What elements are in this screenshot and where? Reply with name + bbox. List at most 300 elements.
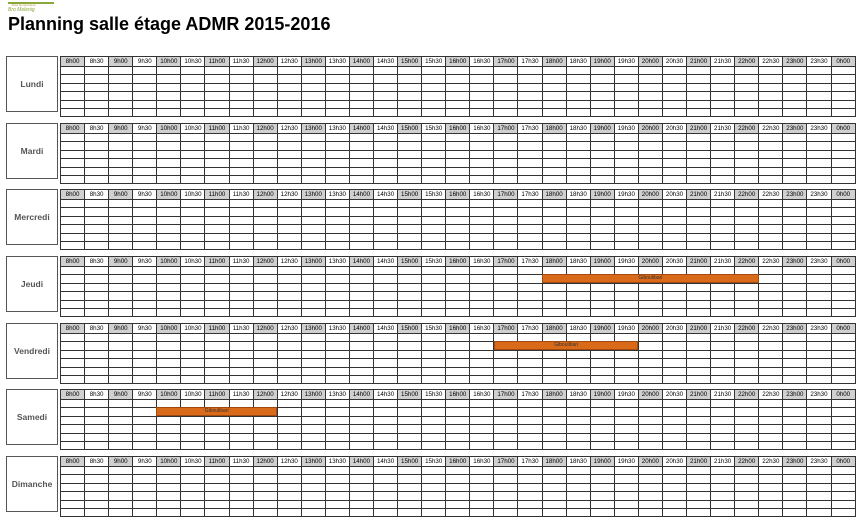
schedule-cell[interactable]: [783, 367, 807, 375]
schedule-cell[interactable]: [711, 441, 735, 449]
schedule-cell[interactable]: [711, 483, 735, 491]
schedule-cell[interactable]: [711, 416, 735, 424]
schedule-cell[interactable]: [735, 492, 759, 500]
schedule-cell[interactable]: [277, 225, 301, 233]
schedule-cell[interactable]: [446, 216, 470, 224]
schedule-cell[interactable]: [374, 142, 398, 150]
schedule-cell[interactable]: [614, 150, 638, 158]
schedule-cell[interactable]: [61, 159, 85, 167]
schedule-cell[interactable]: [711, 334, 735, 342]
schedule-cell[interactable]: [349, 134, 373, 142]
schedule-cell[interactable]: [446, 500, 470, 508]
schedule-cell[interactable]: [807, 367, 831, 375]
schedule-cell[interactable]: [446, 142, 470, 150]
schedule-cell[interactable]: [470, 416, 494, 424]
schedule-cell[interactable]: [831, 408, 856, 416]
schedule-cell[interactable]: [470, 342, 494, 350]
schedule-cell[interactable]: [614, 300, 638, 308]
schedule-cell[interactable]: [109, 175, 133, 183]
schedule-cell[interactable]: [133, 334, 157, 342]
schedule-cell[interactable]: [494, 483, 518, 491]
schedule-cell[interactable]: [133, 167, 157, 175]
schedule-cell[interactable]: [518, 200, 542, 208]
schedule-cell[interactable]: [277, 92, 301, 100]
schedule-cell[interactable]: [157, 433, 181, 441]
schedule-cell[interactable]: [759, 216, 783, 224]
schedule-cell[interactable]: [807, 159, 831, 167]
schedule-cell[interactable]: [542, 75, 566, 83]
schedule-cell[interactable]: [253, 416, 277, 424]
schedule-cell[interactable]: [325, 475, 349, 483]
schedule-cell[interactable]: [662, 467, 686, 475]
schedule-cell[interactable]: [181, 134, 205, 142]
schedule-cell[interactable]: [229, 359, 253, 367]
schedule-cell[interactable]: [542, 500, 566, 508]
schedule-cell[interactable]: [253, 334, 277, 342]
schedule-cell[interactable]: [398, 150, 422, 158]
schedule-cell[interactable]: [518, 475, 542, 483]
schedule-cell[interactable]: [662, 359, 686, 367]
schedule-cell[interactable]: [374, 67, 398, 75]
schedule-cell[interactable]: [687, 375, 711, 383]
schedule-cell[interactable]: [349, 216, 373, 224]
schedule-cell[interactable]: [759, 342, 783, 350]
schedule-cell[interactable]: [301, 216, 325, 224]
schedule-cell[interactable]: [542, 359, 566, 367]
schedule-cell[interactable]: [614, 375, 638, 383]
schedule-cell[interactable]: [759, 233, 783, 241]
schedule-cell[interactable]: [277, 441, 301, 449]
schedule-cell[interactable]: [662, 134, 686, 142]
schedule-cell[interactable]: [181, 67, 205, 75]
schedule-cell[interactable]: [229, 334, 253, 342]
schedule-cell[interactable]: [157, 483, 181, 491]
schedule-cell[interactable]: [229, 433, 253, 441]
schedule-cell[interactable]: [277, 283, 301, 291]
schedule-cell[interactable]: [783, 300, 807, 308]
schedule-cell[interactable]: [398, 300, 422, 308]
schedule-cell[interactable]: [205, 75, 229, 83]
schedule-cell[interactable]: [662, 159, 686, 167]
schedule-cell[interactable]: [711, 467, 735, 475]
schedule-cell[interactable]: [85, 292, 109, 300]
schedule-cell[interactable]: [229, 75, 253, 83]
schedule-cell[interactable]: [301, 308, 325, 316]
schedule-cell[interactable]: [133, 92, 157, 100]
schedule-cell[interactable]: [711, 433, 735, 441]
schedule-cell[interactable]: [301, 292, 325, 300]
schedule-cell[interactable]: [398, 67, 422, 75]
schedule-cell[interactable]: [566, 108, 590, 116]
schedule-cell[interactable]: [325, 275, 349, 283]
schedule-cell[interactable]: [446, 492, 470, 500]
schedule-cell[interactable]: [494, 375, 518, 383]
schedule-cell[interactable]: [157, 67, 181, 75]
schedule-cell[interactable]: [157, 150, 181, 158]
schedule-cell[interactable]: [542, 208, 566, 216]
schedule-cell[interactable]: [277, 159, 301, 167]
schedule-cell[interactable]: [590, 134, 614, 142]
schedule-cell[interactable]: [518, 425, 542, 433]
schedule-cell[interactable]: [301, 483, 325, 491]
schedule-cell[interactable]: [181, 225, 205, 233]
schedule-cell[interactable]: [61, 441, 85, 449]
schedule-cell[interactable]: [687, 167, 711, 175]
schedule-cell[interactable]: [398, 175, 422, 183]
schedule-cell[interactable]: [446, 134, 470, 142]
schedule-cell[interactable]: [831, 283, 856, 291]
schedule-cell[interactable]: [542, 350, 566, 358]
schedule-cell[interactable]: [109, 75, 133, 83]
schedule-cell[interactable]: [398, 208, 422, 216]
schedule-cell[interactable]: [229, 108, 253, 116]
schedule-cell[interactable]: [229, 308, 253, 316]
schedule-cell[interactable]: [494, 159, 518, 167]
schedule-cell[interactable]: [85, 500, 109, 508]
schedule-cell[interactable]: [662, 83, 686, 91]
schedule-cell[interactable]: [759, 267, 783, 275]
schedule-cell[interactable]: [133, 367, 157, 375]
schedule-cell[interactable]: [325, 300, 349, 308]
schedule-cell[interactable]: [518, 92, 542, 100]
schedule-cell[interactable]: [205, 275, 229, 283]
schedule-cell[interactable]: [301, 67, 325, 75]
schedule-cell[interactable]: [61, 467, 85, 475]
schedule-cell[interactable]: [446, 475, 470, 483]
schedule-cell[interactable]: [446, 441, 470, 449]
schedule-cell[interactable]: [349, 408, 373, 416]
schedule-cell[interactable]: [735, 241, 759, 249]
schedule-cell[interactable]: [638, 134, 662, 142]
schedule-cell[interactable]: [590, 67, 614, 75]
schedule-cell[interactable]: [590, 241, 614, 249]
schedule-cell[interactable]: [662, 500, 686, 508]
schedule-cell[interactable]: [638, 367, 662, 375]
schedule-cell[interactable]: [374, 475, 398, 483]
schedule-cell[interactable]: [349, 433, 373, 441]
schedule-cell[interactable]: [735, 225, 759, 233]
schedule-cell[interactable]: [807, 441, 831, 449]
schedule-cell[interactable]: [566, 492, 590, 500]
schedule-cell[interactable]: [61, 416, 85, 424]
schedule-cell[interactable]: [590, 292, 614, 300]
schedule-cell[interactable]: [711, 167, 735, 175]
schedule-cell[interactable]: [566, 159, 590, 167]
schedule-cell[interactable]: [783, 150, 807, 158]
schedule-cell[interactable]: [518, 100, 542, 108]
schedule-cell[interactable]: [831, 425, 856, 433]
schedule-cell[interactable]: [446, 375, 470, 383]
schedule-cell[interactable]: [253, 267, 277, 275]
schedule-cell[interactable]: [614, 425, 638, 433]
schedule-cell[interactable]: [735, 342, 759, 350]
schedule-cell[interactable]: [422, 375, 446, 383]
schedule-cell[interactable]: [687, 200, 711, 208]
schedule-cell[interactable]: [735, 208, 759, 216]
schedule-cell[interactable]: [566, 67, 590, 75]
schedule-cell[interactable]: [831, 208, 856, 216]
schedule-cell[interactable]: [301, 334, 325, 342]
schedule-cell[interactable]: [325, 492, 349, 500]
schedule-cell[interactable]: [349, 233, 373, 241]
schedule-cell[interactable]: [711, 233, 735, 241]
schedule-cell[interactable]: [277, 308, 301, 316]
schedule-cell[interactable]: [109, 300, 133, 308]
schedule-cell[interactable]: [109, 508, 133, 516]
schedule-cell[interactable]: [181, 350, 205, 358]
schedule-cell[interactable]: [831, 108, 856, 116]
schedule-cell[interactable]: [783, 350, 807, 358]
schedule-cell[interactable]: [470, 208, 494, 216]
schedule-cell[interactable]: [590, 475, 614, 483]
schedule-cell[interactable]: [85, 300, 109, 308]
schedule-cell[interactable]: [325, 134, 349, 142]
schedule-cell[interactable]: [590, 150, 614, 158]
schedule-cell[interactable]: [374, 175, 398, 183]
schedule-cell[interactable]: [253, 75, 277, 83]
schedule-cell[interactable]: [735, 441, 759, 449]
schedule-cell[interactable]: [494, 359, 518, 367]
schedule-cell[interactable]: [277, 375, 301, 383]
schedule-cell[interactable]: [398, 500, 422, 508]
schedule-cell[interactable]: [157, 134, 181, 142]
schedule-cell[interactable]: [422, 75, 446, 83]
schedule-cell[interactable]: [662, 308, 686, 316]
schedule-cell[interactable]: [518, 216, 542, 224]
schedule-cell[interactable]: [61, 500, 85, 508]
schedule-cell[interactable]: [807, 83, 831, 91]
schedule-cell[interactable]: [518, 267, 542, 275]
schedule-cell[interactable]: [422, 83, 446, 91]
schedule-cell[interactable]: [85, 108, 109, 116]
schedule-cell[interactable]: [711, 208, 735, 216]
schedule-cell[interactable]: [301, 150, 325, 158]
schedule-cell[interactable]: [494, 350, 518, 358]
schedule-cell[interactable]: [181, 216, 205, 224]
schedule-cell[interactable]: [711, 134, 735, 142]
schedule-cell[interactable]: [157, 167, 181, 175]
schedule-cell[interactable]: [542, 308, 566, 316]
schedule-cell[interactable]: [566, 308, 590, 316]
schedule-cell[interactable]: [205, 500, 229, 508]
schedule-cell[interactable]: [157, 359, 181, 367]
schedule-cell[interactable]: [614, 400, 638, 408]
schedule-cell[interactable]: [374, 300, 398, 308]
schedule-cell[interactable]: [398, 233, 422, 241]
schedule-cell[interactable]: [253, 350, 277, 358]
schedule-cell[interactable]: [85, 233, 109, 241]
schedule-cell[interactable]: [638, 467, 662, 475]
schedule-cell[interactable]: [590, 225, 614, 233]
schedule-cell[interactable]: [277, 100, 301, 108]
schedule-cell[interactable]: [157, 275, 181, 283]
schedule-cell[interactable]: [711, 83, 735, 91]
schedule-cell[interactable]: [590, 75, 614, 83]
schedule-cell[interactable]: [301, 350, 325, 358]
schedule-cell[interactable]: [422, 308, 446, 316]
schedule-cell[interactable]: [325, 467, 349, 475]
schedule-cell[interactable]: [325, 67, 349, 75]
schedule-cell[interactable]: [662, 283, 686, 291]
schedule-cell[interactable]: [638, 359, 662, 367]
schedule-cell[interactable]: [614, 308, 638, 316]
schedule-cell[interactable]: [85, 67, 109, 75]
schedule-cell[interactable]: [398, 241, 422, 249]
schedule-cell[interactable]: [181, 175, 205, 183]
schedule-cell[interactable]: [446, 100, 470, 108]
schedule-cell[interactable]: [133, 134, 157, 142]
schedule-cell[interactable]: [205, 233, 229, 241]
schedule-cell[interactable]: [759, 241, 783, 249]
schedule-cell[interactable]: [133, 433, 157, 441]
schedule-cell[interactable]: [518, 416, 542, 424]
schedule-cell[interactable]: [494, 492, 518, 500]
schedule-cell[interactable]: [518, 408, 542, 416]
schedule-cell[interactable]: [518, 83, 542, 91]
schedule-cell[interactable]: [301, 275, 325, 283]
schedule-cell[interactable]: [807, 359, 831, 367]
schedule-cell[interactable]: [133, 275, 157, 283]
schedule-cell[interactable]: [277, 350, 301, 358]
schedule-cell[interactable]: [711, 241, 735, 249]
schedule-cell[interactable]: [374, 400, 398, 408]
schedule-cell[interactable]: [446, 175, 470, 183]
schedule-cell[interactable]: [687, 142, 711, 150]
schedule-cell[interactable]: [61, 300, 85, 308]
schedule-cell[interactable]: [638, 208, 662, 216]
schedule-cell[interactable]: [422, 300, 446, 308]
schedule-cell[interactable]: [205, 267, 229, 275]
schedule-cell[interactable]: [374, 467, 398, 475]
schedule-cell[interactable]: [614, 108, 638, 116]
schedule-cell[interactable]: [374, 275, 398, 283]
schedule-cell[interactable]: [662, 367, 686, 375]
schedule-cell[interactable]: [422, 267, 446, 275]
schedule-cell[interactable]: [61, 350, 85, 358]
schedule-cell[interactable]: [325, 308, 349, 316]
schedule-cell[interactable]: [807, 67, 831, 75]
schedule-cell[interactable]: [662, 92, 686, 100]
schedule-cell[interactable]: [422, 467, 446, 475]
schedule-cell[interactable]: [422, 350, 446, 358]
schedule-cell[interactable]: [349, 492, 373, 500]
schedule-cell[interactable]: [398, 275, 422, 283]
schedule-cell[interactable]: [446, 208, 470, 216]
schedule-cell[interactable]: [518, 483, 542, 491]
schedule-cell[interactable]: [807, 500, 831, 508]
schedule-cell[interactable]: [446, 267, 470, 275]
schedule-cell[interactable]: [831, 334, 856, 342]
schedule-cell[interactable]: [157, 225, 181, 233]
schedule-cell[interactable]: [590, 167, 614, 175]
schedule-cell[interactable]: [831, 275, 856, 283]
schedule-cell[interactable]: [542, 375, 566, 383]
schedule-cell[interactable]: [542, 400, 566, 408]
schedule-cell[interactable]: [157, 75, 181, 83]
schedule-cell[interactable]: [325, 267, 349, 275]
schedule-cell[interactable]: [398, 400, 422, 408]
schedule-cell[interactable]: [494, 167, 518, 175]
schedule-cell[interactable]: [422, 225, 446, 233]
schedule-cell[interactable]: [783, 334, 807, 342]
schedule-cell[interactable]: [277, 359, 301, 367]
schedule-cell[interactable]: [325, 233, 349, 241]
schedule-cell[interactable]: [662, 425, 686, 433]
schedule-cell[interactable]: [662, 408, 686, 416]
schedule-cell[interactable]: [614, 175, 638, 183]
schedule-cell[interactable]: [807, 492, 831, 500]
schedule-cell[interactable]: [253, 483, 277, 491]
schedule-cell[interactable]: [687, 75, 711, 83]
schedule-cell[interactable]: [85, 275, 109, 283]
schedule-cell[interactable]: [325, 159, 349, 167]
schedule-cell[interactable]: [301, 100, 325, 108]
schedule-cell[interactable]: [662, 175, 686, 183]
schedule-cell[interactable]: [711, 67, 735, 75]
schedule-cell[interactable]: [566, 350, 590, 358]
schedule-cell[interactable]: [374, 408, 398, 416]
schedule-cell[interactable]: [133, 475, 157, 483]
schedule-cell[interactable]: [807, 475, 831, 483]
schedule-cell[interactable]: [277, 416, 301, 424]
schedule-cell[interactable]: [759, 175, 783, 183]
schedule-cell[interactable]: [133, 292, 157, 300]
schedule-cell[interactable]: [687, 150, 711, 158]
schedule-cell[interactable]: [325, 350, 349, 358]
schedule-cell[interactable]: [566, 83, 590, 91]
schedule-cell[interactable]: [711, 408, 735, 416]
schedule-cell[interactable]: [687, 175, 711, 183]
schedule-cell[interactable]: [205, 175, 229, 183]
schedule-cell[interactable]: [253, 441, 277, 449]
schedule-cell[interactable]: [759, 441, 783, 449]
schedule-cell[interactable]: [85, 283, 109, 291]
schedule-cell[interactable]: [638, 241, 662, 249]
schedule-cell[interactable]: [446, 433, 470, 441]
schedule-cell[interactable]: [566, 142, 590, 150]
schedule-cell[interactable]: [61, 492, 85, 500]
schedule-cell[interactable]: [422, 108, 446, 116]
schedule-cell[interactable]: [638, 408, 662, 416]
schedule-cell[interactable]: [783, 500, 807, 508]
schedule-cell[interactable]: [85, 334, 109, 342]
schedule-cell[interactable]: [374, 83, 398, 91]
schedule-cell[interactable]: [109, 216, 133, 224]
schedule-cell[interactable]: [470, 67, 494, 75]
schedule-cell[interactable]: [783, 142, 807, 150]
schedule-cell[interactable]: [181, 308, 205, 316]
schedule-cell[interactable]: [133, 150, 157, 158]
schedule-cell[interactable]: [518, 142, 542, 150]
schedule-cell[interactable]: [325, 367, 349, 375]
schedule-cell[interactable]: [181, 92, 205, 100]
schedule-cell[interactable]: [229, 167, 253, 175]
schedule-cell[interactable]: [229, 134, 253, 142]
schedule-cell[interactable]: [638, 216, 662, 224]
schedule-cell[interactable]: [614, 67, 638, 75]
schedule-cell[interactable]: [157, 233, 181, 241]
schedule-cell[interactable]: [157, 367, 181, 375]
schedule-cell[interactable]: [783, 400, 807, 408]
schedule-cell[interactable]: [349, 275, 373, 283]
schedule-cell[interactable]: [662, 225, 686, 233]
schedule-cell[interactable]: [398, 142, 422, 150]
schedule-cell[interactable]: [470, 92, 494, 100]
schedule-cell[interactable]: [518, 208, 542, 216]
schedule-cell[interactable]: [470, 75, 494, 83]
schedule-cell[interactable]: [205, 492, 229, 500]
schedule-cell[interactable]: [85, 225, 109, 233]
